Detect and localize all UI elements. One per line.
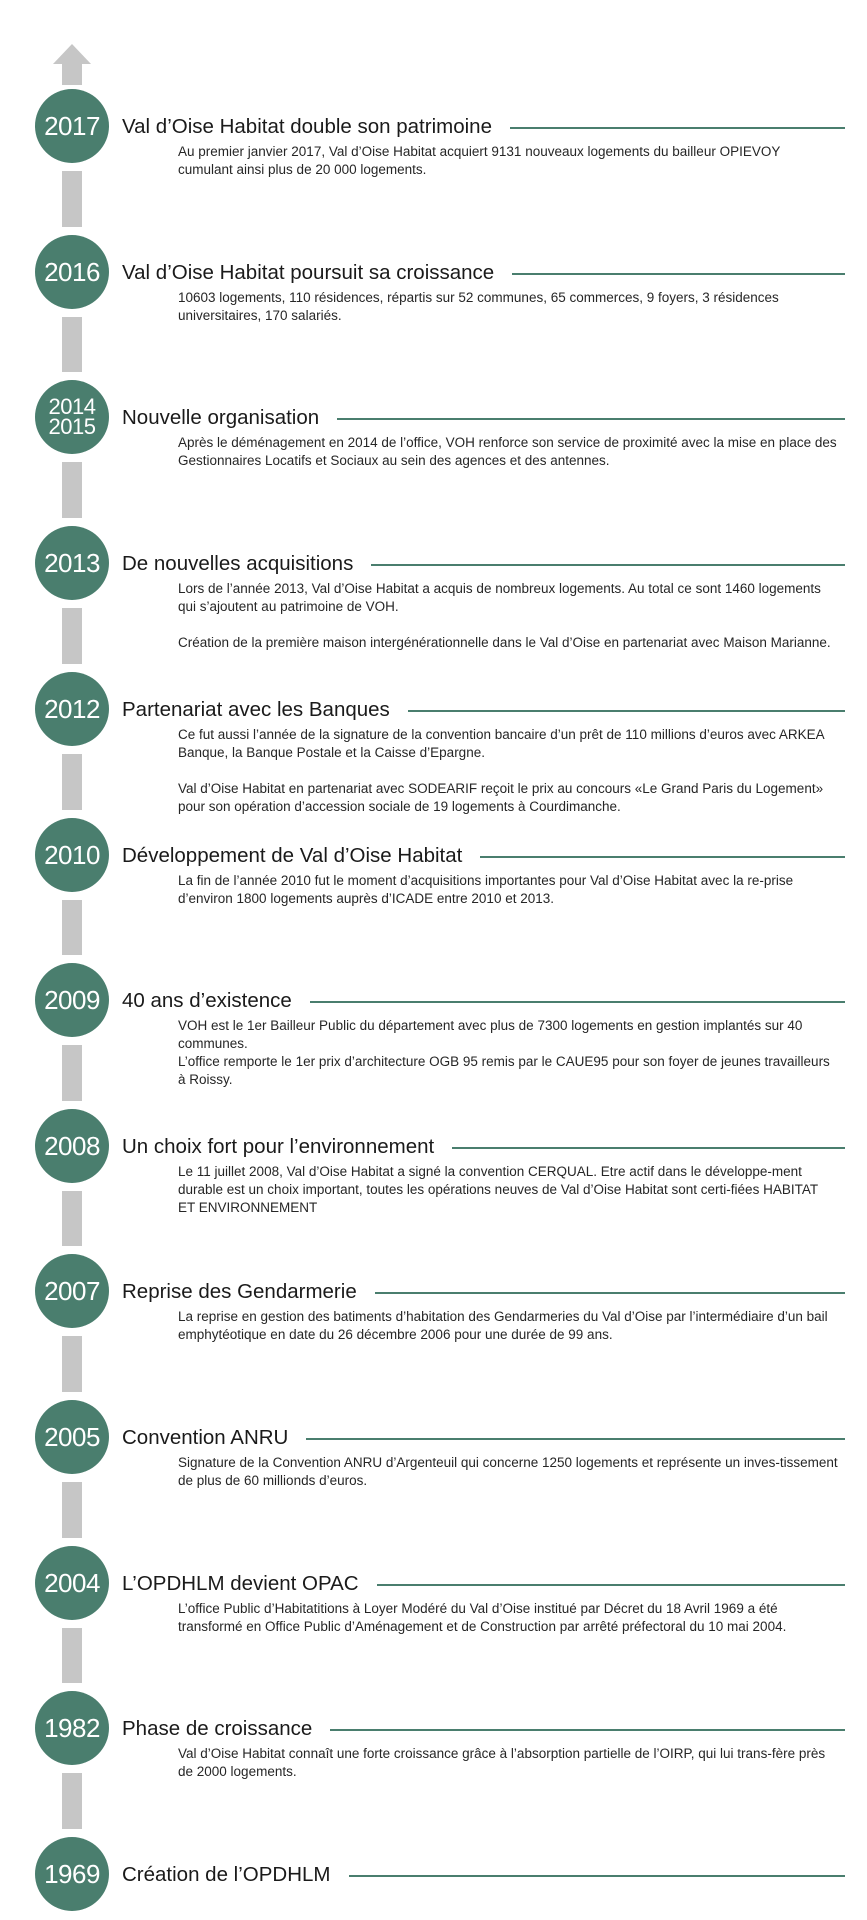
year-badge: 2013: [35, 526, 109, 600]
title-rule: [337, 418, 845, 420]
entry-description: [178, 143, 838, 179]
entry-header: [122, 695, 845, 725]
year-badge: 2007: [35, 1254, 109, 1328]
title-rule: [375, 1292, 845, 1294]
entry-title: 40 ans d’existence: [122, 989, 292, 1012]
entry-header: [122, 112, 845, 142]
title-rule: [408, 710, 845, 712]
timeline-connector: [62, 900, 82, 955]
entry-title: Val d’Oise Habitat poursuit sa croissance: [122, 261, 495, 284]
timeline-connector: [62, 462, 82, 518]
entry-title: De nouvelles acquisitions: [122, 552, 354, 575]
description-paragraph: Val d’Oise Habitat en partenariat avec SODEARIF reçoit le prix au concours «Le Grand Paris du Logement» pour son opération d’accession sociale de 19 logements à Courdimanche.: [178, 781, 824, 814]
entry-header: [122, 1860, 845, 1890]
year-badge: 2008: [35, 1109, 109, 1183]
description-paragraph: Après le déménagement en 2014 de l’office, VOH renforce son service de proximité avec la mise en place des Gestionnaires Locatifs et Sociaux au sein des agences et des antennes.: [178, 435, 837, 468]
timeline-connector: [62, 1336, 82, 1392]
timeline-connector: [62, 171, 82, 227]
year-badge: 2004: [35, 1546, 109, 1620]
entry-header: [122, 1423, 845, 1453]
year-badge: 2010: [35, 818, 109, 892]
entry-header: [122, 1132, 845, 1162]
entry-header: [122, 986, 845, 1016]
timeline-connector: [62, 1773, 82, 1829]
entry-header: [122, 549, 845, 579]
year-badge: 2016: [35, 235, 109, 309]
entry-header: [122, 1277, 845, 1307]
timeline-connector: [62, 1045, 82, 1101]
entry-title: Phase de croissance: [122, 1717, 313, 1740]
entry-description: [178, 872, 838, 908]
entry-title: Un choix fort pour l’environnement: [122, 1135, 435, 1158]
timeline-connector: [62, 1628, 82, 1683]
up-arrow-icon[interactable]: [53, 44, 91, 64]
title-rule: [510, 127, 845, 129]
entry-description: [178, 1745, 838, 1781]
description-paragraph: Lors de l’année 2013, Val d’Oise Habitat a acquis de nombreux logements. Au total ce sont 1460 logements qui s’ajoutent au patrimoine de VOH.: [178, 581, 821, 614]
entry-title: Val d’Oise Habitat double son patrimoine: [122, 115, 492, 138]
entry-title: Nouvelle organisation: [122, 406, 320, 429]
description-paragraph: Signature de la Convention ANRU d’Argenteuil qui concerne 1250 logements et représente un inves-tissement de plus de 60 millionds d’euros.: [178, 1455, 838, 1488]
entry-title: Convention ANRU: [122, 1426, 289, 1449]
year-badge: 1982: [35, 1691, 109, 1765]
description-paragraph: VOH est le 1er Bailleur Public du département avec plus de 7300 logements en gestion implantés sur 40 communes.: [178, 1018, 803, 1051]
entry-header: [122, 1569, 845, 1599]
description-paragraph: Au premier janvier 2017, Val d’Oise Habitat acquiert 9131 nouveaux logements du bailleur OPIEVOY cumulant ainsi plus de 20 000 logements.: [178, 144, 781, 177]
description-paragraph: Création de la première maison intergénérationnelle dans le Val d’Oise en partenariat avec Maison Marianne.: [178, 635, 831, 650]
entry-description: [178, 434, 838, 470]
title-rule: [377, 1584, 845, 1586]
entry-description: [178, 1308, 838, 1344]
entry-description: [178, 1454, 838, 1490]
year-badge: 2012: [35, 672, 109, 746]
description-paragraph: 10603 logements, 110 résidences, répartis sur 52 communes, 65 commerces, 9 foyers, 3 résidences universitaires, 170 salariés.: [178, 290, 779, 323]
entry-title: Partenariat avec les Banques: [122, 698, 390, 721]
timeline-connector: [62, 608, 82, 664]
title-rule: [480, 856, 845, 858]
entry-title: Reprise des Gendarmerie: [122, 1280, 357, 1303]
entry-description: [178, 1017, 838, 1089]
timeline-connector: [62, 1191, 82, 1246]
title-rule: [330, 1729, 845, 1731]
description-paragraph: L’office remporte le 1er prix d’architecture OGB 95 remis par le CAUE95 pour son foyer de jeunes travailleurs à Roissy.: [178, 1054, 830, 1087]
description-paragraph: Val d’Oise Habitat connaît une forte croissance grâce à l’absorption partielle de l’OIRP, qui lui trans-fère près de 2000 logements.: [178, 1746, 826, 1779]
year-badge: 1969: [35, 1837, 109, 1911]
entry-description: [178, 580, 838, 652]
timeline-connector: [62, 754, 82, 810]
year-badge: 2005: [35, 1400, 109, 1474]
title-rule: [371, 564, 845, 566]
entry-header: [122, 841, 845, 871]
entry-description: [178, 1600, 838, 1636]
description-paragraph: Ce fut aussi l’année de la signature de la convention bancaire d’un prêt de 110 millions d’euros avec ARKEA Banque, la Banque Postale et la Caisse d’Epargne.: [178, 727, 824, 760]
entry-header: [122, 403, 845, 433]
title-rule: [306, 1438, 845, 1440]
entry-description: [178, 289, 838, 325]
title-rule: [452, 1147, 845, 1149]
entry-title: Création de l’OPDHLM: [122, 1863, 331, 1886]
year-badge: 2017: [35, 89, 109, 163]
timeline-connector: [62, 1482, 82, 1538]
entry-header: [122, 258, 845, 288]
title-rule: [512, 273, 845, 275]
description-paragraph: La fin de l’année 2010 fut le moment d’acquisitions importantes pour Val d’Oise Habitat avec la re-prise d’environ 1800 logements auprès d’ICADE entre 2010 et 2013.: [178, 873, 794, 906]
title-rule: [310, 1001, 845, 1003]
timeline-connector: [62, 317, 82, 372]
title-rule: [349, 1875, 846, 1877]
entry-description: [178, 726, 838, 816]
entry-title: L’OPDHLM devient OPAC: [122, 1572, 359, 1595]
entry-description: [178, 1163, 838, 1217]
year-badge: 2009: [35, 963, 109, 1037]
entry-header: [122, 1714, 845, 1744]
description-paragraph: L’office Public d’Habitatitions à Loyer Modéré du Val d’Oise institué par Décret du 18 Avril 1969 a été transformé en Office Public d’Aménagement et de Construction par arrêté préfectoral du 10 mai 2004.: [178, 1601, 787, 1634]
year-badge: 2014 2015: [35, 380, 109, 454]
description-paragraph: La reprise en gestion des batiments d’habitation des Gendarmeries du Val d’Oise par l’intermédiaire d’un bail emphytéotique en date du 26 décembre 2006 pour une durée de 99 ans.: [178, 1309, 828, 1342]
description-paragraph: Le 11 juillet 2008, Val d’Oise Habitat a signé la convention CERQUAL. Etre actif dans le développe-ment durable est un choix important, toutes les opérations neuves de Val d’Oise Habitat sont certi-fiées HABITAT ET ENVIRONNEMENT: [178, 1164, 818, 1215]
up-arrow-stem: [62, 63, 82, 85]
entry-title: Développement de Val d’Oise Habitat: [122, 844, 463, 867]
